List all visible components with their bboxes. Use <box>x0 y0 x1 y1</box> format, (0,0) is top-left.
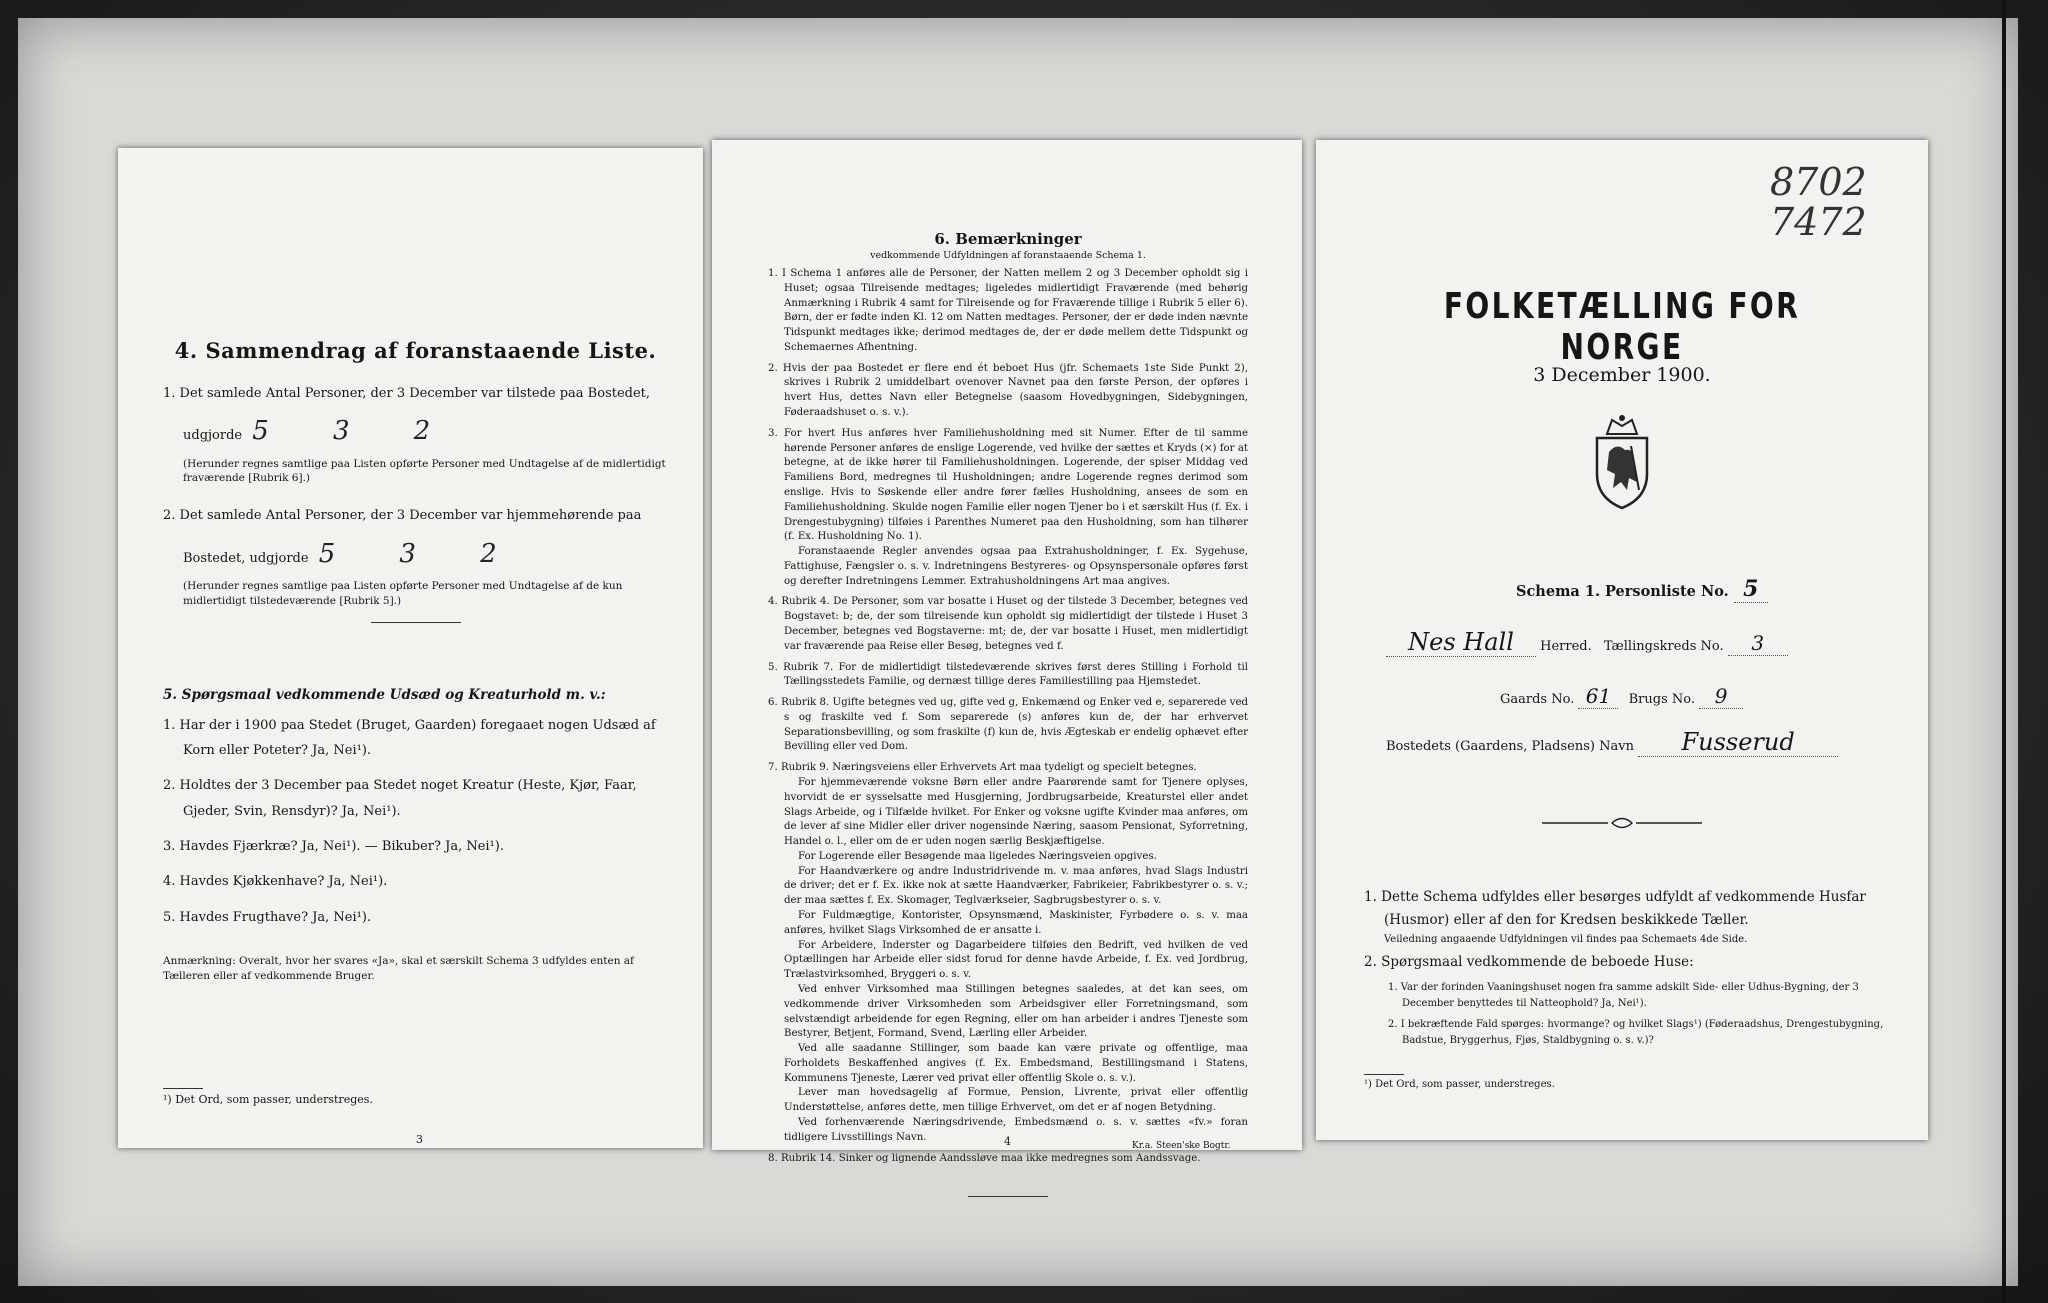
bosted-value: Fusserud <box>1638 728 1838 757</box>
remarks-section <box>768 230 1248 1197</box>
summary-section <box>163 338 668 984</box>
middle-page <box>712 140 1302 1164</box>
left-page <box>118 148 703 1148</box>
printer-mark: Kr.a. Steen'ske Bogtr. <box>1132 1141 1231 1151</box>
question-4: 4. Havdes Kjøkkenhave? Ja, Nei¹). <box>163 874 388 890</box>
remark-item: 3. For hvert Hus anføres hver Familiehusholdning med sit Numer. Efter de til samme hørende Personer anføres de enslige Logerende, ved hvilke der sættes et Kryds (×) for at betegne, at de ikke hører til Familiehusholdningen. Logerende, der spiser Middag ved Familiens Bord, medregnes til Husholdningen; andre Logerende regnes derimod som enslige. Hvis to Søskende eller andre fører fælles Husholdning, ansees de som en Familiehusholdning. Skulde nogen Familie eller nogen Tjener bo i et særskilt Hus (f. Ex. i Drengestubygning) tilføies i Parenthes Numeret paa den Husholdning, som han tilhører (f. Ex. Husholdning No. 1). <box>768 427 1248 543</box>
section-5-title: 5. Spørgsmaal vedkommende Udsæd og Kreaturhold m. v.: <box>163 686 606 703</box>
brugs-label: Brugs No. <box>1628 692 1695 707</box>
remark-item: For Arbeidere, Inderster og Dagarbeidere tilføies den Bedrift, ved hvilken de ved Optællingen har Arbeide eller sidst forud for denne havde Arbeide, f. Ex. ved Jordbrug, Trælastvirksomhed, Bryggeri o. s. v. <box>784 939 1248 981</box>
gaards-line <box>1500 684 1743 709</box>
form-title: FOLKETÆLLING FOR NORGE <box>1443 286 1801 368</box>
norwegian-coat-of-arms-icon <box>1587 412 1657 512</box>
remarks-list <box>768 267 1248 1166</box>
summary-item-present <box>163 381 668 457</box>
divider <box>371 622 461 623</box>
remark-item: 4. Rubrik 4. De Personer, som var bosatte i Huset og der tilstede 3 December, betegnes ved Bogstavet: b; de, der som tilreisende kun opholdt sig midlertidigt der tilstede i Huset 3 December, betegnes ved Bogstaverne: mt; de, der var bosatte i Huset, men midlertidigt var fraværende paa Reise eller Besøg, betegnes ved f. <box>768 596 1248 652</box>
instruction-1-sub: Veiledning angaaende Udfyldningen vil findes paa Schemaets 4de Side. <box>1384 933 1748 945</box>
remark-item: 1. I Schema 1 anføres alle de Personer, der Natten mellem 2 og 3 December opholdt sig i Huset; ogsaa Tilreisende medtages; ligeledes midlertidigt Fraværende (med behørig Anmærkning i Rubrik 4 samt for Tilreisende og for Fraværende tillige i Rubrik 5 eller 6). Børn, der er fødte inden Kl. 12 om Natten medtages. Personer, der er døde inden nævnte Tidspunkt medtages ikke; derimod medtages de, der er døde mellem dette Tidspunkt og Schemaernes Afhentning. <box>768 268 1248 353</box>
remark-item: 6. Rubrik 8. Ugifte betegnes ved ug, gifte ved g, Enkemænd og Enker ved e, separerede ved s og fraskilte ved f. Som separerede (s) anføres kun de, der har erhvervet Separationsbevilling, og som fraskilte (f) kun de, hvis Ægteskab er endelig ophævet efter Bevilling eller ved Dom. <box>768 697 1248 753</box>
kreds-label: Tællingskreds No. <box>1603 639 1724 654</box>
question-3: 3. Havdes Fjærkræ? Ja, Nei¹). — Bikuber? Ja, Nei¹). <box>163 839 504 855</box>
anmerkning-note: Anmærkning: Overalt, hvor her svares «Ja», skal et særskilt Schema 3 udfyldes enten af Tælleren eller af vedkommende Bruger. <box>163 955 634 982</box>
page-number: 3 <box>416 1133 423 1146</box>
remark-item: Ved forhenværende Næringsdrivende, Embedsmænd o. s. v. sættes «fv.» foran tidligere Livsstillings Navn. <box>784 1116 1248 1143</box>
gaards-value: 61 <box>1578 684 1618 709</box>
summary-item-present-label: 1. Det samlede Antal Personer, der 3 December var tilstede paa Bostedet, udgjorde <box>163 386 651 444</box>
bosted-line <box>1386 728 1838 757</box>
bosted-label: Bostedets (Gaardens, Pladsens) Navn <box>1386 739 1634 754</box>
schema-line <box>1516 576 1768 603</box>
remark-item: Ved alle saadanne Stillinger, som baade kan være private og offentlige, maa Forholdets Beskaffenhed angives (f. Ex. Embedsmand, Bestillingsmand i Statens, Kommunens Tjeneste, Lærer ved privat eller offentlig Skole o. s. v.). <box>784 1043 1248 1084</box>
gaards-label: Gaards No. <box>1500 692 1575 707</box>
right-page <box>1316 140 1928 1140</box>
remark-item: 5. Rubrik 7. For de midlertidigt tilstedeværende skrives først deres Stilling i Forhold til Tællingsstedets Familie, og dernæst tillige deres Familiestilling paa Hjemstedet. <box>768 661 1248 688</box>
question-5: 5. Havdes Frugthave? Ja, Nei¹). <box>163 909 372 925</box>
resident-total: 5 <box>318 538 336 569</box>
instructions <box>1364 886 1884 1048</box>
form-date: 3 December 1900. <box>1533 364 1711 386</box>
herred-label: Herred. <box>1540 639 1592 654</box>
resident-male: 3 <box>399 538 416 569</box>
remark-item: Ved enhver Virksomhed maa Stillingen betegnes saaledes, at det kan sees, om vedkommende driver Virksomheden som Arbeidsgiver eller Forretningsmand, som selvstændigt arbeidende for egen Regning, eller om han arbeider i andres Tjeneste som Bestyrer, Betjent, Formand, Svend, Lærling eller Arbeider. <box>784 983 1248 1040</box>
instruction-2b: 2. I bekræftende Fald spørges: hvormange? og hvilket Slags¹) (Føderaadshus, Drengestubygning, Badstue, Bryggerhus, Fjøs, Staldbygning o. s. v.)? <box>1388 1019 1884 1046</box>
instruction-1: 1. Dette Schema udfyldes eller besørges udfyldt af vedkommende Husfar (Husmor) eller af den for Kredsen beskikkede Tæller. <box>1364 889 1866 928</box>
schema-number: 5 <box>1734 576 1768 603</box>
remark-item: 8. Rubrik 14. Sinker og lignende Aandssløve maa ikke medregnes som Aandssvage. <box>768 1152 1201 1164</box>
kreds-value: 3 <box>1728 631 1788 656</box>
archive-number-2: 7472 <box>1770 199 1867 244</box>
remark-item: For hjemmeværende voksne Børn eller andre Paarørende samt for Tjenere oplyses, hvorvidt de er sysselsatte med Husgjerning, Jordbrugsarbeide, Kreaturstel eller andet Slags Arbeide, og i Tilfælde hvilket. For Enker og voksne ugifte Kvinder maa anføres, om de lever af sine Midler eller driver nogensinde Næring, saasom Pensionat, Syforretning, Handel o. l., eller om de er uden nogen særlig Beskjæftigelse. <box>784 777 1248 848</box>
brugs-value: 9 <box>1699 684 1743 709</box>
present-female: 2 <box>413 416 431 447</box>
remarks-title: 6. Bemærkninger <box>934 230 1082 248</box>
resident-female: 2 <box>480 538 497 569</box>
summary-item-resident-label: 2. Det samlede Antal Personer, der 3 December var hjemmehørende paa Bostedet, udgjorde <box>163 508 642 566</box>
remark-item: Foranstaaende Regler anvendes ogsaa paa Extrahusholdninger, f. Ex. Sygehuse, Fattighuse, Fængsler o. s. v. Indretningens Bestyreres- og Opsynspersonale opføres først og derefter Indretningens Lemmer. Extrahusholdningens Art maa angives. <box>784 546 1248 587</box>
footnote: ¹) Det Ord, som passer, understreges. <box>163 1088 373 1106</box>
question-1: 1. Har der i 1900 paa Stedet (Bruget, Gaarden) foregaaet nogen Udsæd af Korn eller Poteter? Ja, Nei¹). <box>163 717 656 759</box>
ornament-divider-icon <box>1542 816 1702 830</box>
instruction-2: 2. Spørgsmaal vedkommende de beboede Huse: <box>1364 954 1694 971</box>
remark-item: For Logerende eller Besøgende maa ligeledes Næringsveien opgives. <box>798 850 1157 862</box>
remark-item: 2. Hvis der paa Bostedet er flere end ét beboet Hus (jfr. Schemaets 1ste Side Punkt 2), skrives i Rubrik 2 umiddelbart ovenover Navnet paa den første Person, der opføres i hvert Hus, dettes Navn eller Betegnelse (saasom Hovedbygningen, Sidebygningen, Føderaadshuset o. s. v.). <box>768 362 1248 419</box>
archive-numbers <box>1770 160 1867 244</box>
page-number: 4 <box>1004 1135 1011 1148</box>
herred-value: Nes Hall <box>1386 628 1536 657</box>
instruction-2a: 1. Var der forinden Vaaningshuset nogen fra samme adskilt Side- eller Udhus-Bygning, der 3 December benyttedes til Natteophold? Ja, Nei¹). <box>1388 982 1859 1009</box>
divider <box>968 1196 1048 1197</box>
present-total: 5 <box>252 416 269 447</box>
footnote: ¹) Det Ord, som passer, understreges. <box>1364 1074 1555 1090</box>
present-male: 3 <box>332 416 350 447</box>
herred-line <box>1386 628 1788 657</box>
remark-item: 7. Rubrik 9. Næringsveiens eller Erhvervets Art maa tydeligt og specielt betegnes. <box>768 762 1197 774</box>
section-4-title: 4. Sammendrag af foranstaaende Liste. <box>174 338 657 363</box>
remark-item: For Haandværkere og andre Industridrivende m. v. maa anføres, hvad Slags Industri de driver; det er f. Ex. ikke nok at sætte Haandværker, Fabrikeier, Fabrikbestyrer o. s. v.; der maa sættes f. Ex. Skomager, Teglværkseier, Sagbrugsbestyrer o. s. v. <box>784 865 1248 907</box>
summary-item-resident-note: (Herunder regnes samtlige paa Listen opførte Personer med Undtagelse af de kun midlertidigt tilstedeværende [Rubrik 5].) <box>183 580 623 607</box>
remarks-subtitle: vedkommende Udfyldningen af foranstaaende Schema 1. <box>870 250 1146 261</box>
schema-label: Schema 1. Personliste No. <box>1516 583 1729 600</box>
question-2: 2. Holdtes der 3 December paa Stedet noget Kreatur (Heste, Kjør, Faar, Gjeder, Svin, Rensdyr)? Ja, Nei¹). <box>163 778 637 819</box>
remark-item: Lever man hovedsagelig af Formue, Pension, Livrente, privat eller offentlig Understøttelse, anføres dette, men tillige Erhvervet, om det er af nogen Betydning. <box>784 1087 1248 1114</box>
summary-item-present-note: (Herunder regnes samtlige paa Listen opførte Personer med Undtagelse af de midlertidigt fraværende [Rubrik 6].) <box>183 458 666 485</box>
remark-item: For Fuldmægtige, Kontorister, Opsynsmænd, Maskinister, Fyrbødere o. s. v. maa anføres, hvilket Slags Virksomhed de er ansatte i. <box>784 910 1248 936</box>
summary-item-resident <box>163 503 668 579</box>
scan-edge-line <box>2002 0 2006 1303</box>
archive-number-1: 8702 <box>1770 160 1867 204</box>
